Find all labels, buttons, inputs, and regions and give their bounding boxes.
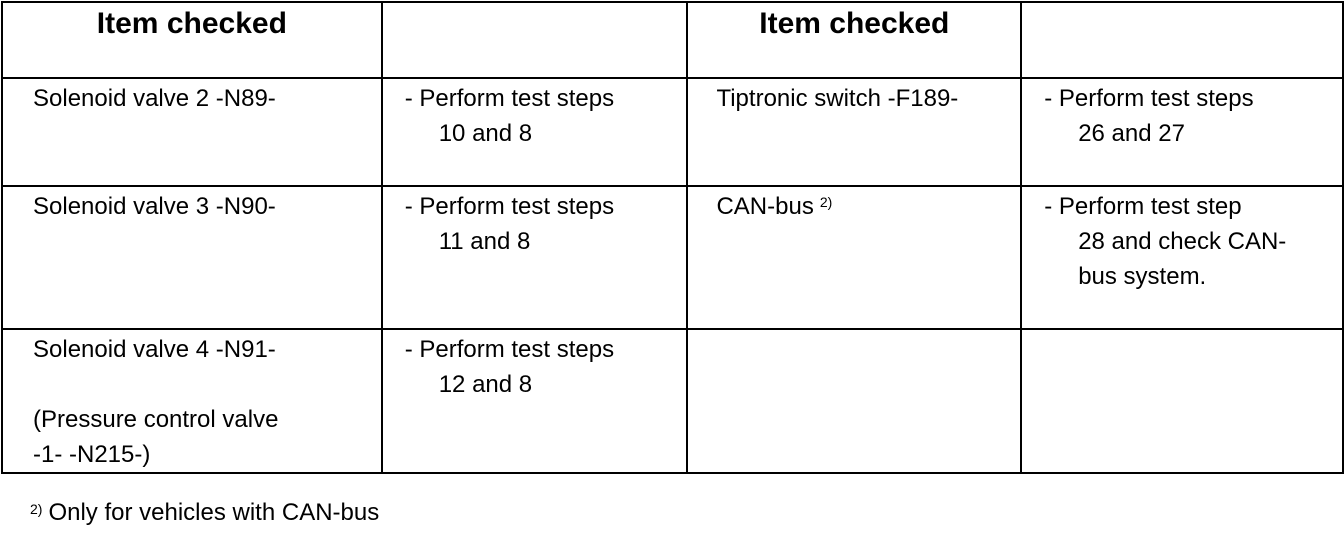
item-cell: Solenoid valve 2 -N89- <box>2 78 382 186</box>
item-cell: CAN-bus $^{2)}$ <box>687 186 1021 329</box>
footnote-marker: 2) <box>819 194 833 210</box>
table-row <box>2 186 1343 329</box>
action-cell: - Perform test steps 12 and 8 <box>382 329 688 473</box>
action-cell: - Perform test steps 11 and 8 <box>382 186 688 329</box>
table-row <box>2 78 1343 186</box>
header-blank-right <box>1021 2 1343 78</box>
header-row <box>2 2 1343 78</box>
header-item-checked-right: Item checked <box>687 2 1021 78</box>
footnote <box>30 498 379 528</box>
item-cell: Solenoid valve 4 -N91- (Pressure control valve -1- -N215-) <box>2 329 382 473</box>
test-steps-table <box>1 1 1344 474</box>
empty-cell <box>1021 329 1343 473</box>
header-item-checked-left: Item checked <box>2 2 382 78</box>
action-cell: - Perform test step 28 and check CAN- bus system. <box>1021 186 1343 329</box>
table-row <box>2 329 1343 473</box>
header-blank-left <box>382 2 688 78</box>
empty-cell <box>687 329 1021 473</box>
action-cell: - Perform test steps 26 and 27 <box>1021 78 1343 186</box>
footnote-text: Only for vehicles with CAN-bus <box>48 499 380 526</box>
action-cell: - Perform test steps 10 and 8 <box>382 78 688 186</box>
item-cell: Solenoid valve 3 -N90- <box>2 186 382 329</box>
footnote-marker: 2) <box>30 501 43 517</box>
item-cell: Tiptronic switch -F189- <box>687 78 1021 186</box>
